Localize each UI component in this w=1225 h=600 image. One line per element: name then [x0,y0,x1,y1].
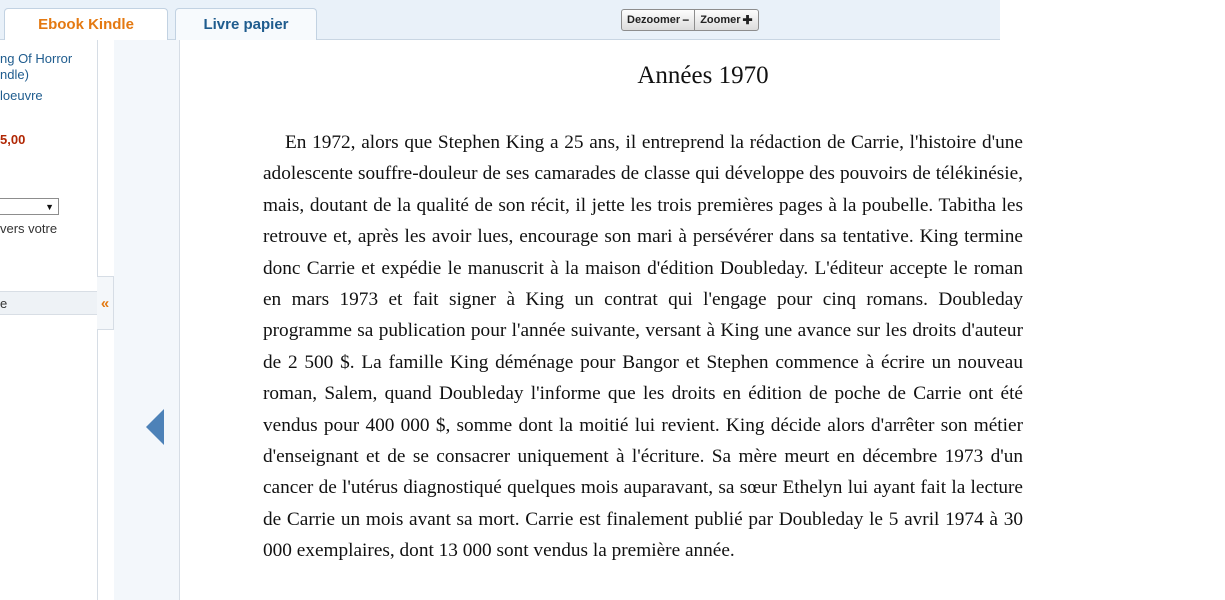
kindle-price: 5,00 [0,132,26,147]
page-nav-gutter [114,40,180,600]
book-author-link[interactable]: loeuvre [0,88,43,103]
panel-nav-item[interactable]: e [0,291,97,315]
collapse-panel-button[interactable] [97,276,114,330]
zoom-out-button[interactable] [622,10,694,30]
chapter-paragraph: En 1972, alors que Stephen King a 25 ans, il entreprend la rédaction de Carrie, l'histoire d'une adolescente souffre-douleur de ses camarades de classe qui développe des pouvoirs de télékinésie, mais, doutant de la qualité de son récit, il jette les trois premières pages à la poubelle. Tabitha les retrouve et, après les avoir lues, encourage son mari à persévérer dans sa tentative. King termine donc Carrie et expédie le manuscrit à la maison d'édition Doubleday. L'éditeur accepte le roman en mars 1973 et fait signer à King un contrat qui l'engage pour cinq romans. Doubleday programme sa publication pour l'année suivante, versant à King une avance sur les droits d'auteur de 2 500 $. La famille King déménage pour Bangor et Stephen commence à écrire un nouveau roman, Salem, quand Doubleday l'informe que les droits en édition de poche de Carrie ont été vendus pour 400 000 $, somme dont la moitié lui revient. King décide alors d'arrêter son métier d'enseignant et de se consacrer uniquement à l'écriture. Sa mère meurt en décembre 1973 d'un cancer de l'utérus diagnostiqué quelques mois auparavant, sa sœur Ethelyn lui ayant fait la lecture de Carrie un mois avant sa mort. Carrie est finalement publié par Doubleday le 5 avril 1974 à 30 000 exemplaires, dont 13 000 sont vendus la première année. [263,132,1023,562]
chevron-down-icon: ▼ [45,201,54,212]
chapter-title: Années 1970 [637,62,769,89]
tab-livre-papier[interactable]: Livre papier [175,8,317,40]
double-chevron-left-icon: « [100,294,110,312]
minus-icon: − [682,13,690,27]
zoom-in-button[interactable] [694,10,757,30]
format-tab-bar [0,0,1000,40]
plus-icon: ✚ [742,13,753,27]
product-info-panel [0,40,97,600]
zoom-out-label: Dezoomer [627,14,681,26]
previous-page-arrow-icon[interactable] [146,409,164,445]
zoom-controls [621,9,759,31]
tab-ebook-kindle[interactable]: Ebook Kindle [4,8,168,40]
book-reader [181,40,1023,600]
price-note-fragment [0,152,1,175]
book-title-line2[interactable]: ndle) [0,67,29,82]
zoom-in-label: Zoomer [700,14,741,26]
device-select[interactable] [0,198,59,215]
delivery-note: vers votre [0,221,58,236]
book-title-line1[interactable]: ng Of Horror [0,51,73,66]
